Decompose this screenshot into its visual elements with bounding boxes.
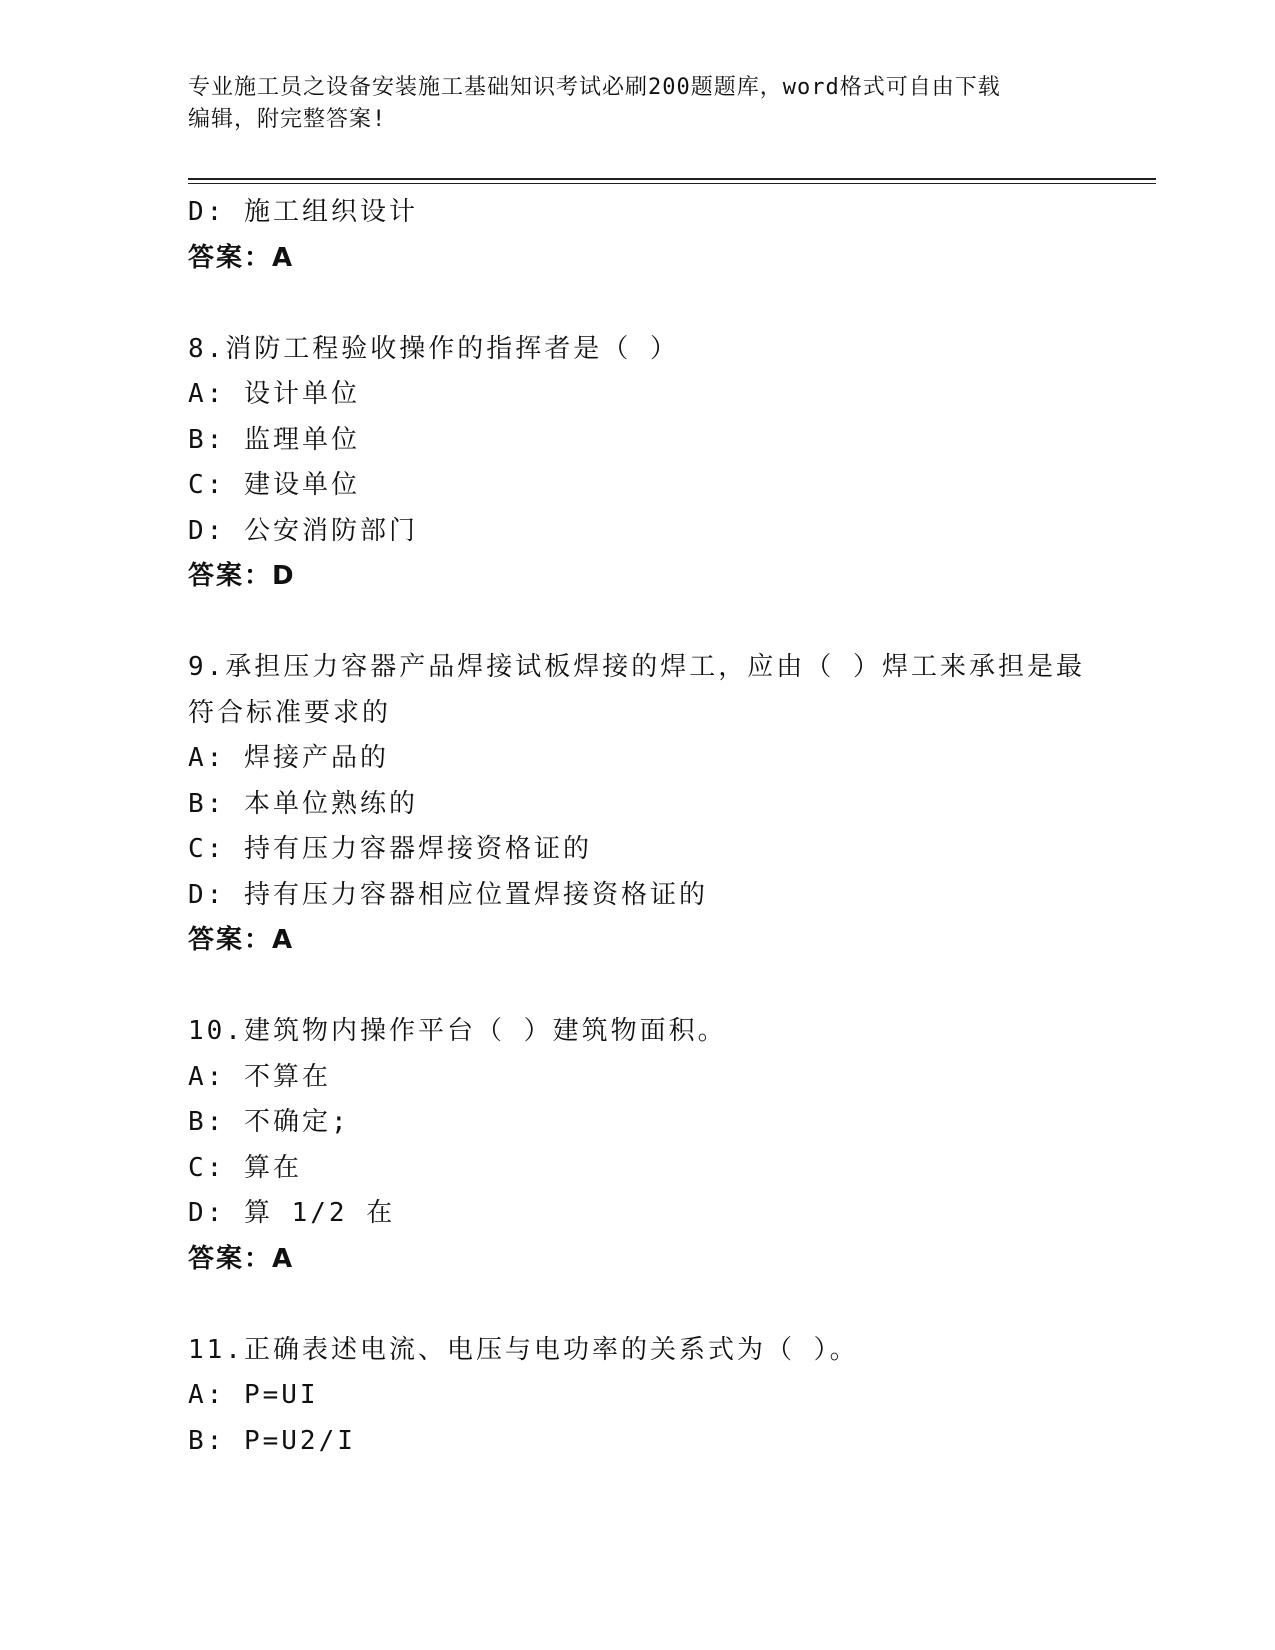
option-a: A: P=UI [188,1380,319,1410]
question-block-8 [188,327,1088,600]
question-block-11 [188,1328,1088,1465]
option-d: D: 公安消防部门 [188,515,418,546]
answer-line: 答案：A [188,925,295,955]
option-a: A: 设计单位 [188,379,360,409]
spacer [188,600,1088,646]
option-d: D: 算 1/2 在 [188,1198,396,1228]
question-text: 10.建筑物内操作平台（ ）建筑物面积。 [188,1016,727,1046]
header-rule-thin [188,183,1156,184]
question-text-line-2: 符合标准要求的 [188,697,392,728]
option-b: B: 本单位熟练的 [188,788,418,819]
spacer [188,281,1088,327]
answer-line: 答案：D [188,561,296,591]
option-c: C: 建设单位 [188,470,360,500]
option-b: B: 不确定; [188,1107,350,1137]
option-d: D: 持有压力容器相应位置焊接资格证的 [188,879,708,910]
question-text: 8.消防工程验收操作的指挥者是（ ） [188,333,679,364]
spacer [188,964,1088,1010]
question-block-7 [188,190,1088,281]
option-d: D: 施工组织设计 [188,197,418,227]
question-text-line-1: 9.承担压力容器产品焊接试板焊接的焊工，应由（ ）焊工来承担是最 [188,652,1085,682]
answer-line: 答案：A [188,242,295,273]
question-text: 11.正确表述电流、电压与电功率的关系式为（ ）。 [188,1334,859,1365]
question-block-10 [188,1009,1088,1282]
answer-line: 答案：A [188,1243,295,1274]
option-b: B: P=U2/I [188,1425,356,1456]
spacer [188,1282,1088,1328]
header-rule-thick [188,178,1156,180]
header-title-line-2: 编辑，附完整答案! [188,107,387,132]
header-title-line-1: 专业施工员之设备安装施工基础知识考试必刷200题题库，word格式可自由下载 [188,75,1001,100]
option-b: B: 监理单位 [188,424,360,455]
option-c: C: 持有压力容器焊接资格证的 [188,834,592,864]
question-block-9 [188,645,1088,964]
option-a: A: 不算在 [188,1061,331,1092]
option-c: C: 算在 [188,1152,302,1183]
question-list [188,190,1088,1464]
document-header [188,72,1088,136]
option-a: A: 焊接产品的 [188,743,389,773]
